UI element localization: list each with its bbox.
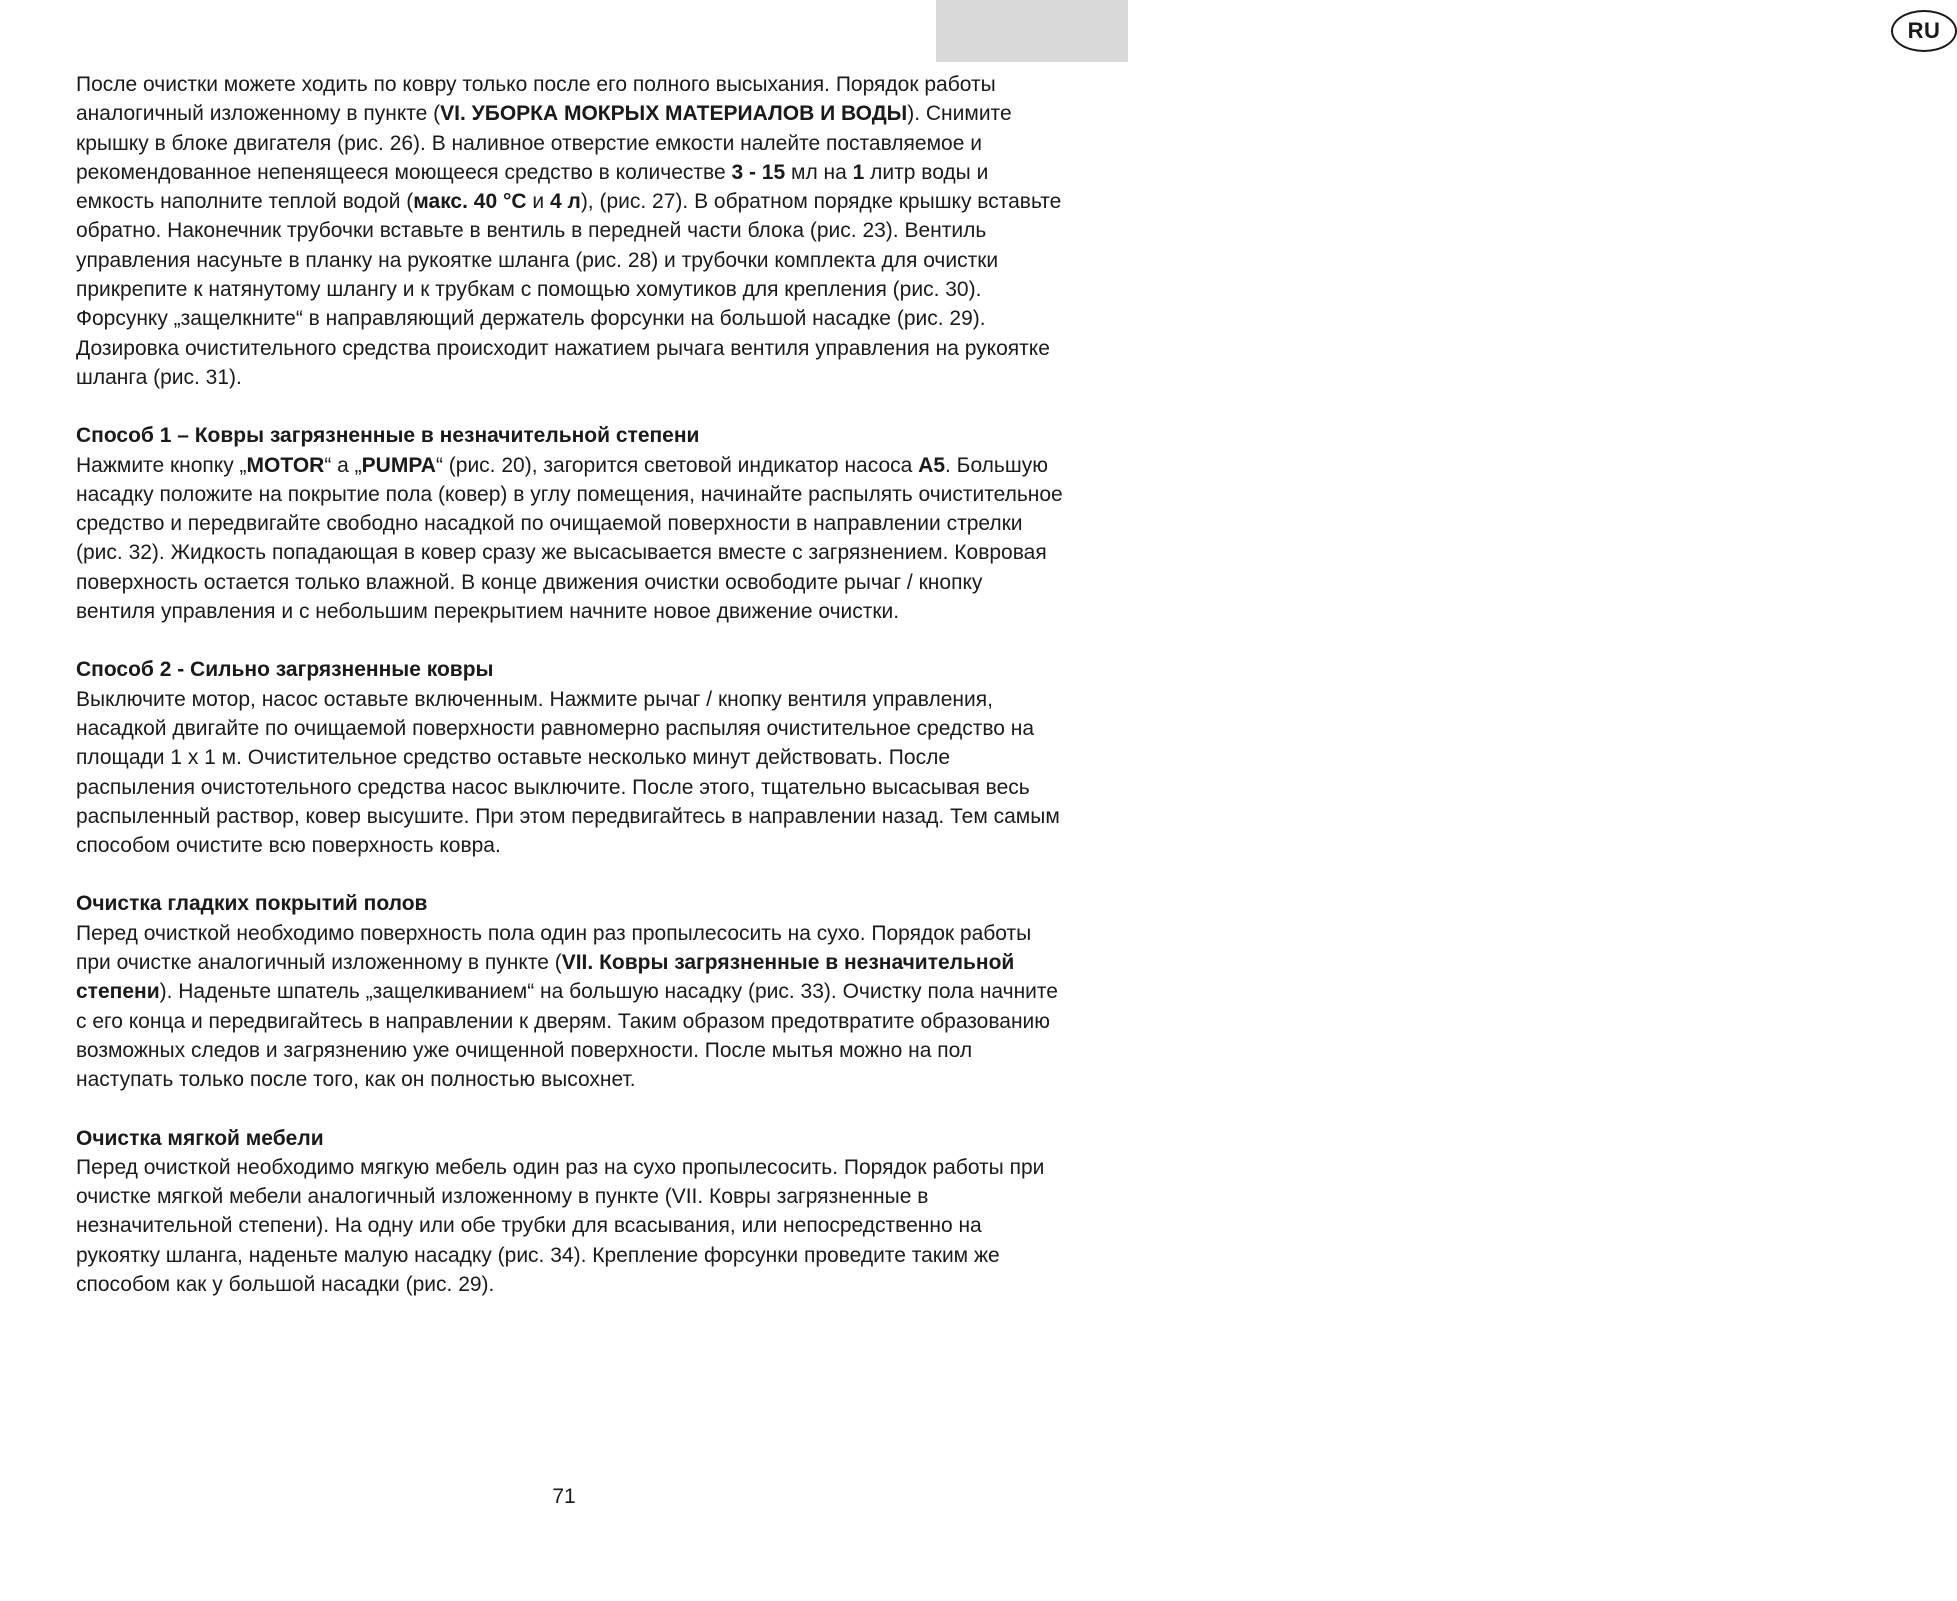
page-content — [76, 70, 1066, 1299]
spacer — [76, 392, 1066, 421]
intro-paragraph: После очистки можете ходить по ковру только после его полного высыхания. Порядок работы аналогичный изложенному в пункте (VI. УБОРКА МОКРЫХ МАТЕРИАЛОВ И ВОДЫ). Снимите крышку в блоке двигателя (рис. 26). В наливное отверстие емкости налейте поставляемое и рекомендованное непенящееся моющееся средство в количестве 3 - 15 мл на 1 литр воды и емкость наполните теплой водой (макс. 40 °C и 4 л), (рис. 27). В обратном порядке крышку вставьте обратно. Наконечник трубочки вставьте в вентиль в передней части блока (рис. 23). Вентиль управления насуньте в планку на рукоятке шланга (рис. 28) и трубочки комплекта для очистки прикрепите к натянутому шлангу и к трубкам с помощью хомутиков для крепления (рис. 30). Форсунку „защелкните“ в направляющий держатель форсунки на большой насадке (рис. 29). Дозировка очистительного средства происходит нажатием рычага вентиля управления на рукоятке шланга (рис. 31). — [76, 73, 1062, 389]
upholstery-heading: Очистка мягкой мебели — [76, 1126, 324, 1150]
language-tab — [936, 0, 1941, 62]
smooth-floors-heading: Очистка гладких покрытий полов — [76, 892, 428, 916]
method2-paragraph: Выключите мотор, насос оставьте включенным. Нажмите рычаг / кнопку вентиля управления, насадкой двигайте по очищаемой поверхности равномерно распыляя очистительное средство на площади 1 x 1 м. Очистительное средство оставьте несколько минут действовать. После распыления очистотельного средства насос выключите. После этого, тщательно высасывая весь распыленный раствор, ковер высушите. При этом передвигайтесь в направлении назад. Тем самым способом очистите всю поверхность ковра. — [76, 687, 1060, 858]
method1-paragraph: Нажмите кнопку „MOTOR“ а „PUMPA“ (рис. 20), загорится световой индикатор насоса A5. Большую насадку положите на покрытие пола (ковер) в углу помещения, начинайте распылять очистительное средство и передвигайте свободно насадкой по очищаемой поверхности в направлении стрелки (рис. 32). Жидкость попадающая в ковер сразу же высасывается вместе с загрязнением. Ковровая поверхность остается только влажной. В конце движения очистки освободите рычаг / кнопку вентиля управления и с небольшим перекрытием начните новое движение очистки. — [76, 453, 1063, 624]
page-number: 71 — [552, 1485, 576, 1508]
upholstery-paragraph: Перед очисткой необходимо мягкую мебель один раз на сухо пропылесосить. Порядок работы при очистке мягкой мебели аналогичный изложенному в пункте (VII. Ковры загрязненные в незначительной степени). На одну или обе трубки для всасывания, или непосредственно на рукоятку шланга, наденьте малую насадку (рис. 34). Крепление форсунки проведите таким же способом как у большой насадки (рис. 29). — [76, 1155, 1045, 1296]
smooth-floors-paragraph: Перед очисткой необходимо поверхность пола один раз пропылесосить на сухо. Порядок работы при очистке аналогичный изложенному в пункте (VII. Ковры загрязненные в незначительной степени). Наденьте шпатель „защелкиванием“ на большую насадку (рис. 33). Очистку пола начните с его конца и передвигайтесь в направлении к дверям. Таким образом предотвратите образованию возможных следов и загрязнению уже очищенной поверхности. После мытья можно на пол наступать только после того, как он полностью высохнет. — [76, 921, 1058, 1092]
language-badge: RU — [1891, 10, 1957, 52]
spacer — [76, 626, 1066, 655]
method2-heading: Способ 2 - Сильно загрязненные ковры — [76, 658, 494, 682]
spacer — [76, 860, 1066, 889]
method1-heading: Способ 1 – Ковры загрязненные в незначительной степени — [76, 424, 700, 448]
spacer — [76, 1095, 1066, 1124]
